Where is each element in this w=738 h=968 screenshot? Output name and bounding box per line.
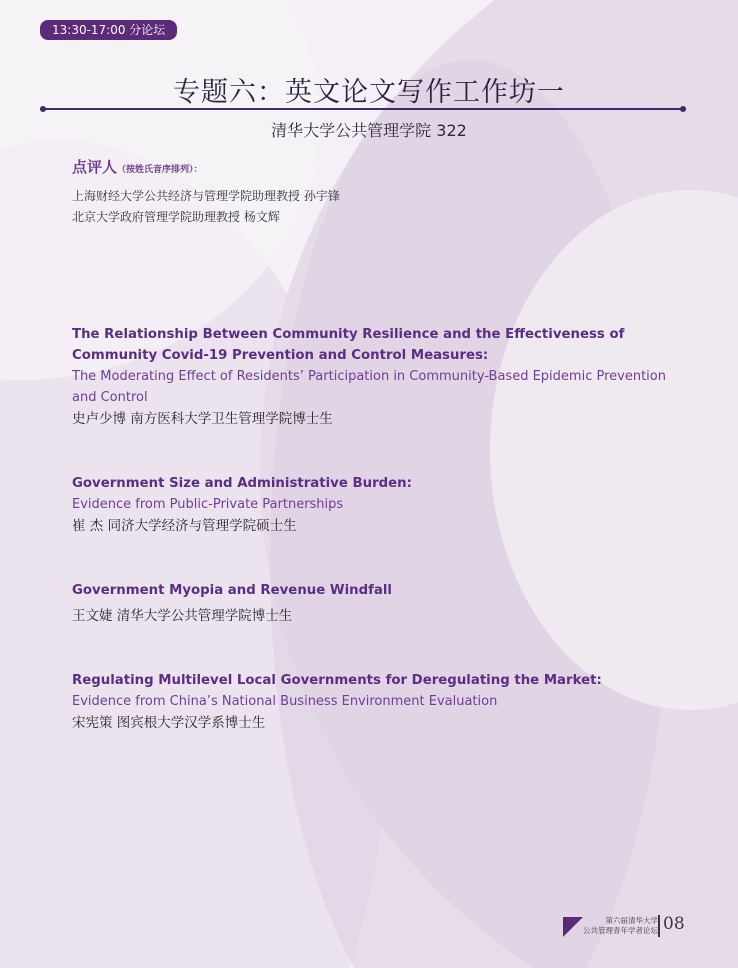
paper-subtitle: Evidence from China’s National Business Environment Evaluation <box>72 694 498 709</box>
paper-author: 宋宪策 图宾根大学汉学系博士生 <box>72 715 266 731</box>
paper-subtitle: Evidence from Public-Private Partnerships <box>72 497 344 512</box>
footer-divider <box>658 915 660 937</box>
paper-entry <box>72 670 672 735</box>
paper-entry <box>72 580 672 628</box>
paper-title: Regulating Multilevel Local Governments for Deregulating the Market: <box>72 673 602 688</box>
venue: 清华大学公共管理学院 322 <box>271 121 467 140</box>
paper-title: The Relationship Between Community Resilience and the Effectiveness of Community Covid-19 Prevention and Control Measures: <box>72 327 625 363</box>
reviewers-list <box>72 186 340 228</box>
title-divider <box>40 106 686 112</box>
reviewers-heading-note: （按姓氏音序排列）： <box>117 165 203 175</box>
paper-title: Government Size and Administrative Burden: <box>72 476 412 491</box>
reviewer-item: 北京大学政府管理学院助理教授 杨文辉 <box>72 210 280 224</box>
paper-entry <box>72 473 672 538</box>
paper-title: Government Myopia and Revenue Windfall <box>72 583 392 598</box>
forum-name-line: 公共管理青年学者论坛 <box>583 926 658 935</box>
forum-name-line: 第六届清华大学 <box>605 916 658 925</box>
paper-author: 王文婕 清华大学公共管理学院博士生 <box>72 608 293 624</box>
reviewers-heading <box>72 156 203 177</box>
paper-author: 崔 杰 同济大学经济与管理学院硕士生 <box>72 518 297 534</box>
paper-subtitle: The Moderating Effect of Residents’ Participation in Community-Based Epidemic Prevention and Control <box>72 369 666 405</box>
paper-entry <box>72 324 672 431</box>
session-time-badge: 13:30-17:00 分论坛 <box>40 20 177 40</box>
paper-author: 史卢少博 南方医科大学卫生管理学院博士生 <box>72 411 333 427</box>
page-title: 专题六：英文论文写作工作坊一 <box>173 77 565 108</box>
forum-name <box>574 916 658 936</box>
page-number: 08 <box>663 914 685 934</box>
reviewers-heading-label: 点评人 <box>72 158 118 176</box>
reviewer-item: 上海财经大学公共经济与管理学院助理教授 孙宇锋 <box>72 189 340 203</box>
